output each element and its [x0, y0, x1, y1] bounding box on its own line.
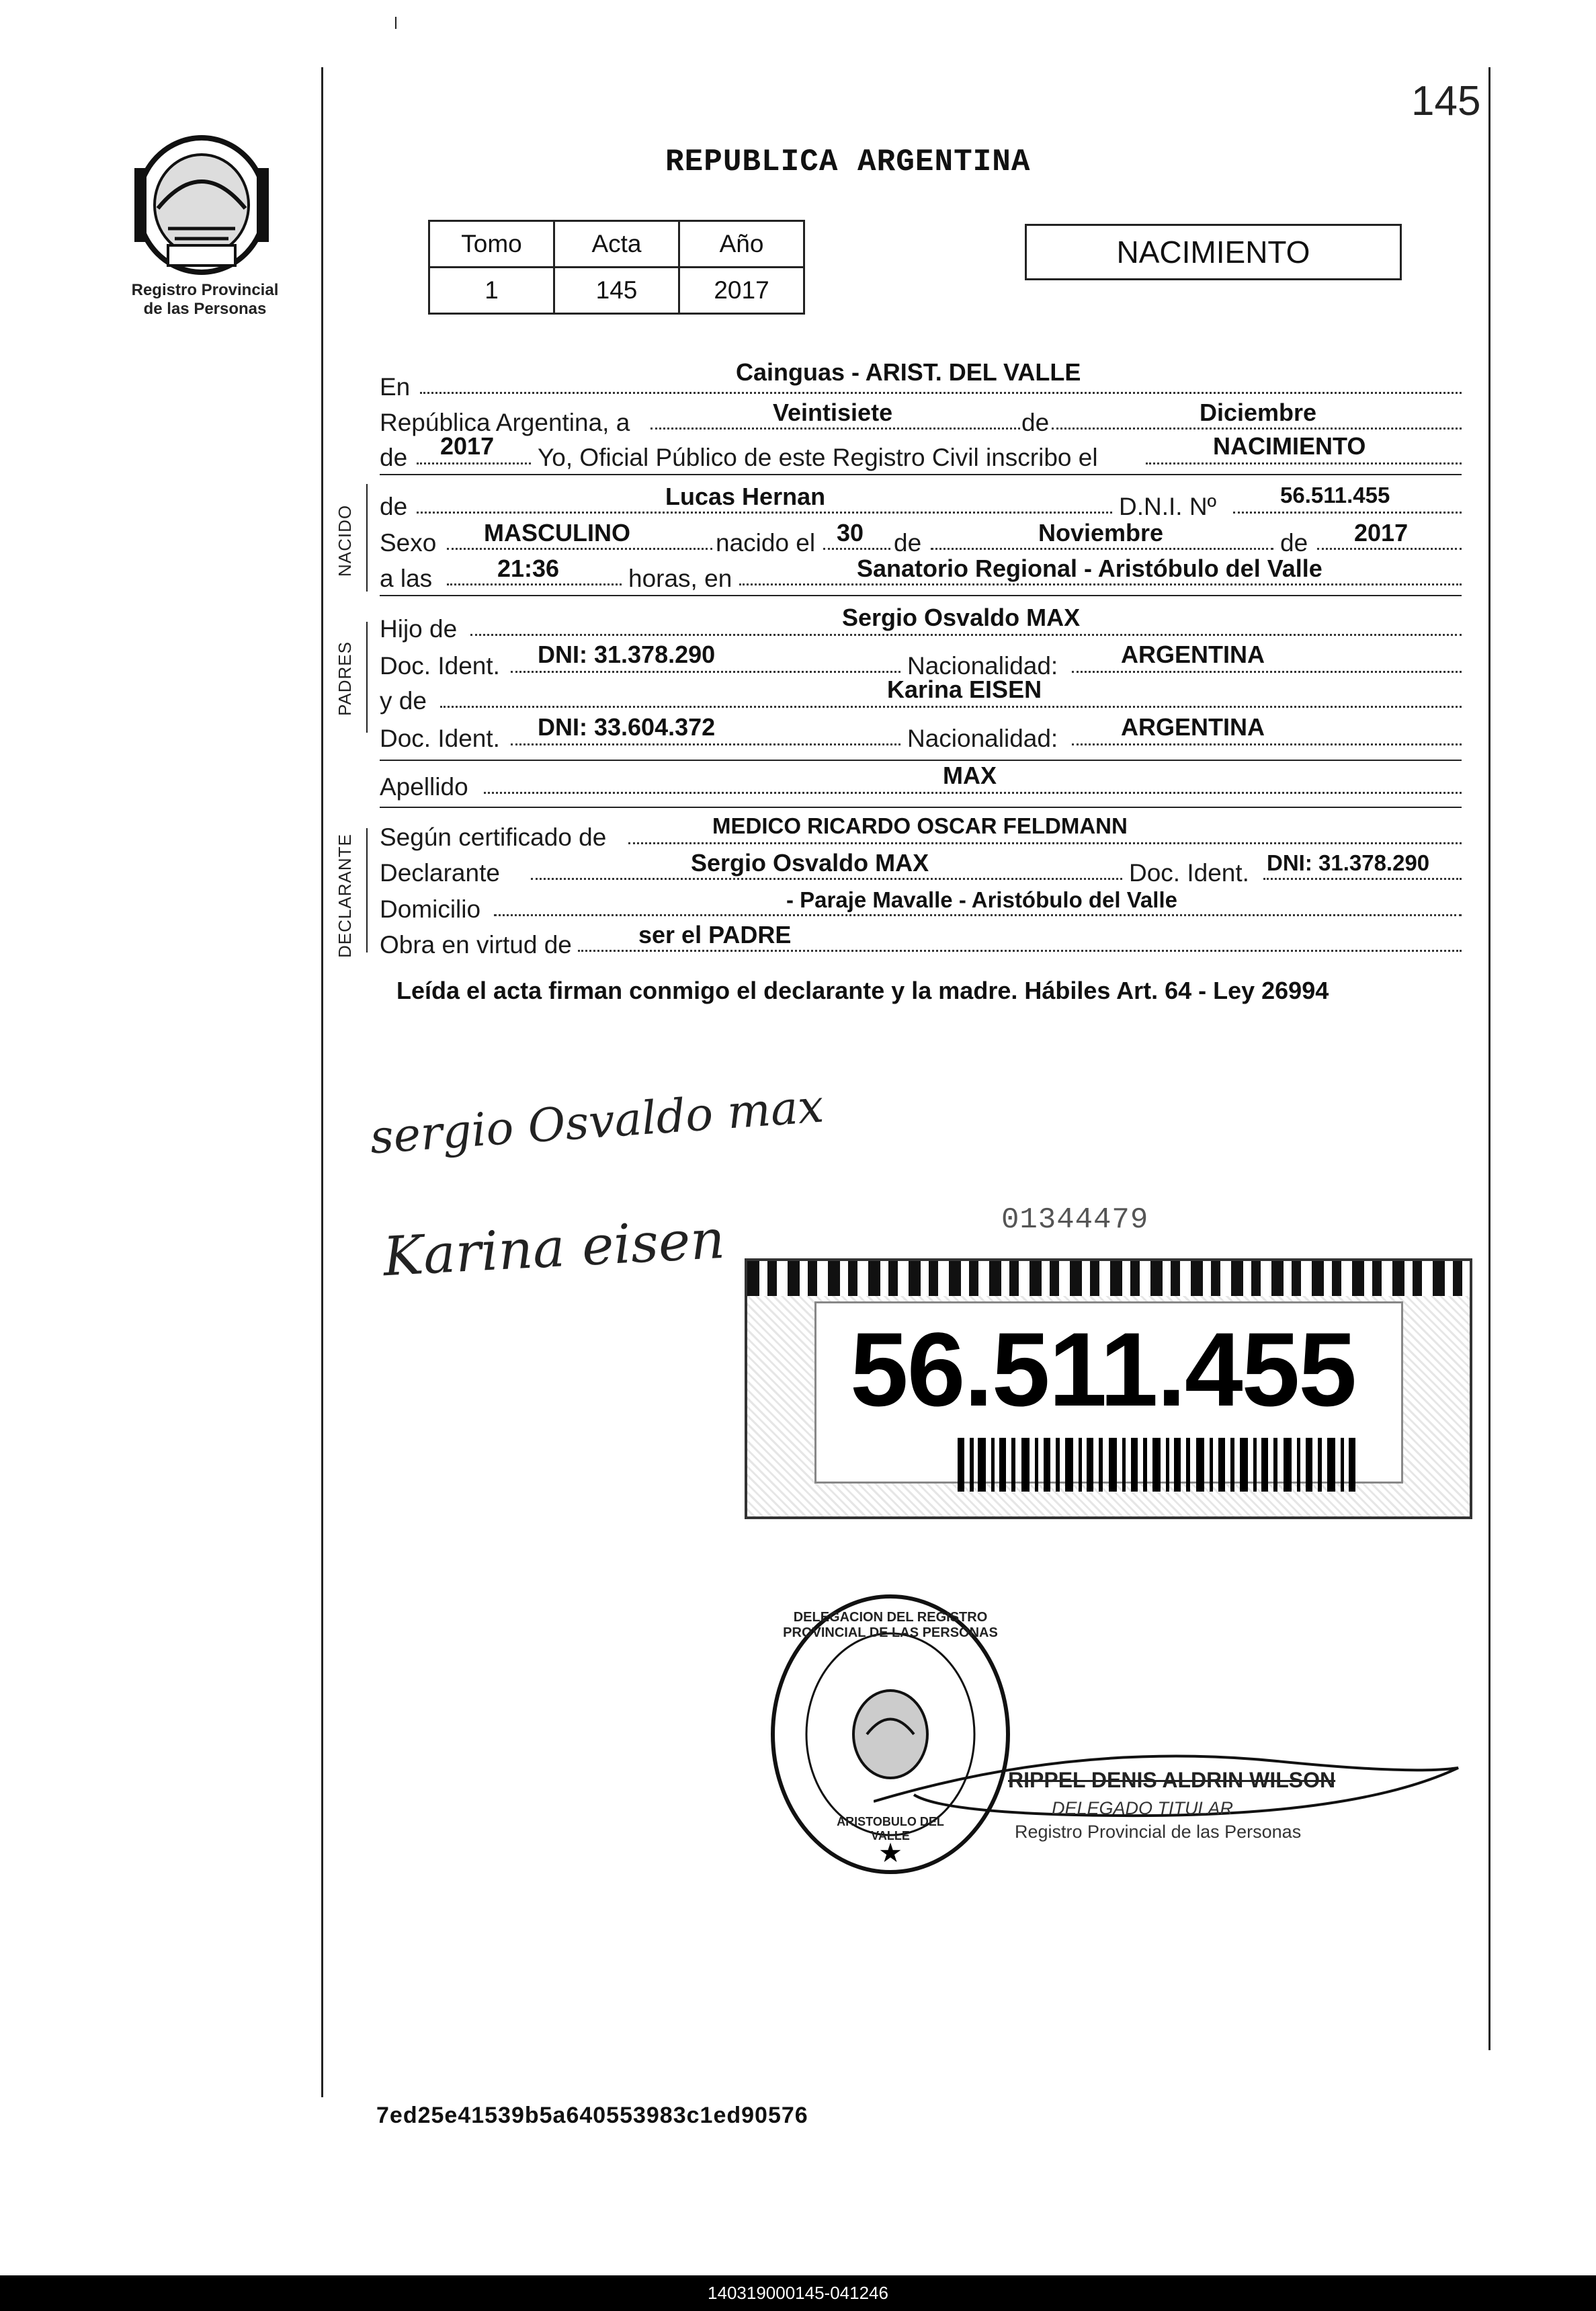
dotline-dia — [650, 428, 1020, 430]
value-dia-nacimiento: 30 — [837, 519, 864, 546]
value-domicilio: - Paraje Mavalle - Aristóbulo del Valle — [786, 887, 1177, 912]
value-anio-inscripcion: 2017 — [440, 432, 495, 460]
right-margin-rule — [1488, 67, 1490, 2050]
page-number: 145 — [1411, 78, 1481, 124]
record-table-anio: 2017 — [679, 268, 804, 314]
dotline-en — [420, 392, 1462, 394]
value-mes-nacimiento: Noviembre — [1038, 519, 1164, 546]
label-nacionalidad: Nacionalidad: — [907, 652, 1058, 680]
section-divider-1 — [380, 474, 1462, 475]
side-label-declarante: DECLARANTE — [335, 834, 355, 958]
section-divider-2 — [380, 595, 1462, 596]
value-dni: 56.511.455 — [1280, 483, 1390, 508]
seal-inner-text: ARISTOBULO DEL VALLE — [837, 1815, 944, 1842]
record-table-header-acta: Acta — [554, 221, 679, 268]
sticker-panel — [814, 1301, 1403, 1484]
dotline-lugar-nac — [739, 583, 1462, 585]
label-nacido-el: nacido el — [716, 529, 816, 557]
label-domicilio: Domicilio — [380, 895, 481, 923]
official-registry: Registro Provincial de las Personas — [1015, 1822, 1302, 1842]
section-divider-3 — [380, 760, 1462, 761]
value-padre-dni: DNI: 31.378.290 — [538, 641, 716, 668]
registry-label-line2: de las Personas — [143, 300, 267, 318]
dotline-hora — [447, 583, 622, 585]
signature-mother: Karina eisen — [381, 1207, 726, 1289]
value-mes-inscripcion: Diciembre — [1200, 399, 1317, 426]
label-en: En — [380, 373, 411, 401]
dotline-padre-dni — [511, 671, 900, 673]
left-margin-rule — [321, 67, 323, 2097]
value-obra: ser el PADRE — [638, 921, 792, 948]
dotline-declarante — [531, 878, 1122, 880]
dotline-apellido — [484, 792, 1462, 794]
official-name: RIPPEL DENIS ALDRIN WILSON — [1008, 1768, 1336, 1792]
label-declarante: Declarante — [380, 859, 500, 887]
label-nacionalidad2: Nacionalidad: — [907, 725, 1058, 752]
record-table-value-row — [429, 268, 804, 314]
document-title: REPUBLICA ARGENTINA — [665, 145, 1031, 179]
barcode — [958, 1438, 1361, 1492]
label-de-name: de — [380, 493, 408, 520]
dotline-anio — [417, 462, 531, 464]
svg-text:★: ★ — [878, 1838, 902, 1869]
value-madre-nacionalidad: ARGENTINA — [1121, 713, 1265, 741]
dotline-sexo — [447, 548, 712, 550]
label-sexo: Sexo — [380, 529, 437, 557]
record-type-box: NACIMIENTO — [1025, 224, 1402, 280]
value-padre: Sergio Osvaldo MAX — [842, 604, 1081, 631]
sticker-pattern-strip — [747, 1261, 1470, 1296]
dotline-dia-nac — [823, 548, 890, 550]
nacido-bracket — [366, 484, 368, 592]
serial-number: 01344479 — [1001, 1203, 1149, 1237]
dotline-tipo — [1146, 462, 1462, 464]
label-a-las: a las — [380, 565, 433, 592]
label-doc-ident: Doc. Ident. — [380, 652, 500, 680]
dotline-mes — [1052, 428, 1462, 430]
declarante-bracket — [366, 828, 368, 952]
value-declarante: Sergio Osvaldo MAX — [691, 849, 929, 877]
dotline-declarante-dni — [1263, 878, 1462, 880]
dotline-certificado — [628, 842, 1462, 844]
record-table — [428, 220, 805, 315]
label-de3: de — [1280, 529, 1308, 557]
label-dni: D.N.I. Nº — [1119, 493, 1217, 520]
value-madre: Karina EISEN — [887, 676, 1042, 703]
padres-bracket — [366, 622, 368, 733]
sticker-id-number: 56.511.455 — [850, 1311, 1356, 1428]
value-anio-nacimiento: 2017 — [1354, 519, 1409, 546]
value-nombre: Lucas Hernan — [665, 483, 826, 510]
label-horas-en: horas, en — [628, 565, 732, 592]
value-padre-nacionalidad: ARGENTINA — [1121, 641, 1265, 668]
value-madre-dni: DNI: 33.604.372 — [538, 713, 716, 741]
record-table-header-anio: Año — [679, 221, 804, 268]
label-apellido: Apellido — [380, 773, 468, 801]
value-certificado: MEDICO RICARDO OSCAR FELDMANN — [712, 813, 1128, 838]
footer-id: 140319000145-041246 — [0, 2275, 1596, 2311]
value-lugar-nacimiento: Sanatorio Regional - Aristóbulo del Valle — [857, 555, 1322, 582]
label-obra: Obra en virtud de — [380, 931, 572, 959]
dotline-madre — [440, 706, 1462, 708]
dotline-anio-nac — [1317, 548, 1462, 550]
signature-father: sergio Osvaldo max — [368, 1080, 826, 1165]
dotline-padre — [470, 634, 1462, 636]
dotline-madre-dni — [511, 743, 900, 745]
dotline-padre-nac — [1072, 671, 1462, 673]
value-lugar: Cainguas - ARIST. DEL VALLE — [736, 358, 1081, 386]
record-table-header-tomo: Tomo — [429, 221, 554, 268]
record-table-acta: 145 — [554, 268, 679, 314]
record-table-header-row — [429, 221, 804, 268]
seal-outer-text: DELEGACION DEL REGISTRO PROVINCIAL DE LAS PERSONAS — [783, 1610, 998, 1640]
side-label-nacido: NACIDO — [335, 504, 355, 577]
dotline-mes-nac — [931, 548, 1273, 550]
label-doc-ident3: Doc. Ident. — [1129, 859, 1249, 887]
record-table-tomo: 1 — [429, 268, 554, 314]
section-divider-4 — [380, 807, 1462, 808]
label-doc-ident2: Doc. Ident. — [380, 725, 500, 752]
province-emblem — [121, 128, 282, 282]
label-republica: República Argentina, a — [380, 409, 630, 436]
closing-text: Leída el acta firman conmigo el declarante y la madre. Hábiles Art. 64 - Ley 26994 — [396, 977, 1329, 1004]
label-de2: de — [894, 529, 922, 557]
document-hash: 7ed25e41539b5a640553983c1ed90576 — [376, 2103, 808, 2128]
value-apellido: MAX — [943, 762, 997, 789]
label-y-de: y de — [380, 687, 427, 715]
label-de: de — [1021, 409, 1050, 436]
value-hora: 21:36 — [497, 555, 560, 582]
id-number-sticker — [745, 1258, 1472, 1519]
side-label-padres: PADRES — [335, 641, 355, 716]
dotline-dni — [1233, 512, 1462, 514]
value-sexo: MASCULINO — [484, 519, 630, 546]
label-segun: Según certificado de — [380, 823, 607, 851]
dotline-madre-nac — [1072, 743, 1462, 745]
registry-label — [118, 281, 292, 319]
value-dia-inscripcion: Veintisiete — [773, 399, 893, 426]
value-declarante-dni: DNI: 31.378.290 — [1267, 850, 1430, 875]
dotline-domicilio — [494, 914, 1462, 916]
registry-label-line1: Registro Provincial — [131, 281, 279, 299]
value-tipo: NACIMIENTO — [1213, 432, 1366, 460]
tick-mark — [395, 17, 396, 29]
label-de-year: de — [380, 444, 408, 471]
dotline-nombre — [417, 512, 1112, 514]
official-title: DELEGADO TITULAR — [1052, 1798, 1234, 1818]
label-hijo-de: Hijo de — [380, 615, 458, 643]
dotline-obra — [578, 950, 1462, 952]
label-oficial: Yo, Oficial Público de este Registro Civil inscribo el — [538, 444, 1098, 471]
